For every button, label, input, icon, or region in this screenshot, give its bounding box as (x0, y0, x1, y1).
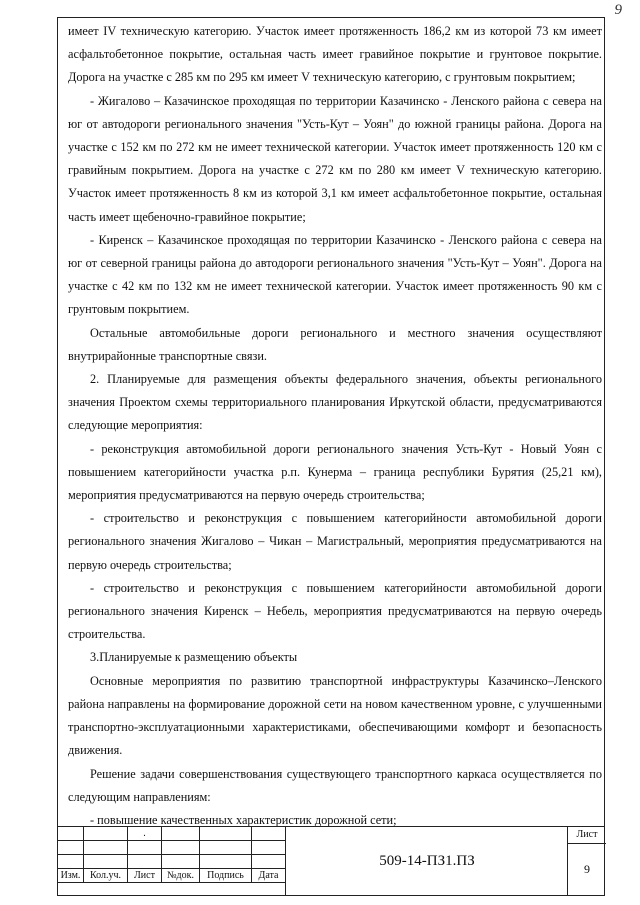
revision-mark: . (128, 827, 162, 841)
sheet-box (567, 826, 606, 896)
document-code: 509-14-ПЗ1.ПЗ (285, 826, 568, 896)
paragraph: - реконструкция автомобильной дороги регионального значения Усть-Кут - Новый Уоян с повышением категорийности участка р.п. Кунерма – граница республики Бурятия (25,21 км), мероприятия предусматриваются на первую очередь строительства; (68, 441, 602, 503)
sheet-label: Лист (568, 826, 606, 844)
paragraph: Основные мероприятия по развитию транспортной инфраструктуры Казачинско–Ленского района направлены на формирование дорожной сети на новом качественном уровне, с улучшенными транспортно-эксплуатационными характеристиками, обеспечивающими комфорт и безопасность движения. (68, 673, 602, 758)
header-qty: Кол.уч. (84, 869, 128, 883)
paragraph: Остальные автомобильные дороги регионального и местного значения осуществляют внутрирайонные транспортные связи. (68, 325, 602, 363)
paragraph: - Жигалово – Казачинское проходящая по территории Казачинско - Ленского района с севера на юг от автодороги регионального значения "Усть-Кут – Уоян" до южной границы района. Дорога на участке с 152 км по 272 км не имеет технической категории. Участок имеет протяженность 120 км с гравийным покрытием. Дорога на участке с 272 км по 280 км имеет V техническую категорию. Участок имеет протяженность 8 км из которой 3,1 км имеет асфальтобетонное покрытие, остальная часть имеет щебеночно-гравийное покрытие; (68, 93, 602, 224)
header-date: Дата (252, 869, 286, 883)
header-doc-no: №док. (162, 869, 200, 883)
handwritten-page-number: 9 (614, 2, 622, 18)
paragraph: Решение задачи совершенствования существующего транспортного каркаса осуществляется по следующим направлениям: (68, 766, 602, 804)
paragraph: - Киренск – Казачинское проходящая по территории Казачинско - Ленского района с севера на юг от северной границы района до автодороги регионального значения "Усть-Кут – Уоян". Дорога на участке с 42 км по 132 км не имеет технической категории. Участок имеет протяженность 90 км с грунтовым покрытием. (68, 232, 602, 317)
header-change: Изм. (58, 869, 84, 883)
paragraph: - повышение качественных характеристик дорожной сети; (90, 812, 397, 827)
paragraph: имеет IV техническую категорию. Участок имеет протяженность 186,2 км из которой 73 км имеет асфальтобетонное покрытие, остальная часть имеет гравийное покрытие и грунтовое покрытие. Дорога на участке с 285 км по 295 км имеет V техническую категорию, с грунтовым покрытием; (68, 24, 602, 85)
paragraph: 2. Планируемые для размещения объекты федерального значения, объекты регионального значения Проектом схемы территориального планирования Иркутской области, предусматриваются следующие мероприятия: (68, 372, 602, 433)
header-sheet: Лист (128, 869, 162, 883)
document-body (68, 20, 602, 832)
section-heading: 3.Планируемые к размещению объекты (90, 650, 298, 665)
sheet-number: 9 (584, 862, 590, 876)
header-signature: Подпись (200, 869, 252, 883)
revision-table (57, 826, 286, 883)
paragraph: - строительство и реконструкция с повышением категорийности автомобильной дороги регионального значения Жигалово – Чикан – Магистральный, мероприятия предусматриваются на первую очередь строительства; (68, 511, 602, 572)
title-block (57, 826, 605, 896)
paragraph: - строительство и реконструкция с повышением категорийности автомобильной дороги регионального значения Киренск – Небель, мероприятия предусматриваются на первую очередь строительства. (68, 580, 602, 642)
